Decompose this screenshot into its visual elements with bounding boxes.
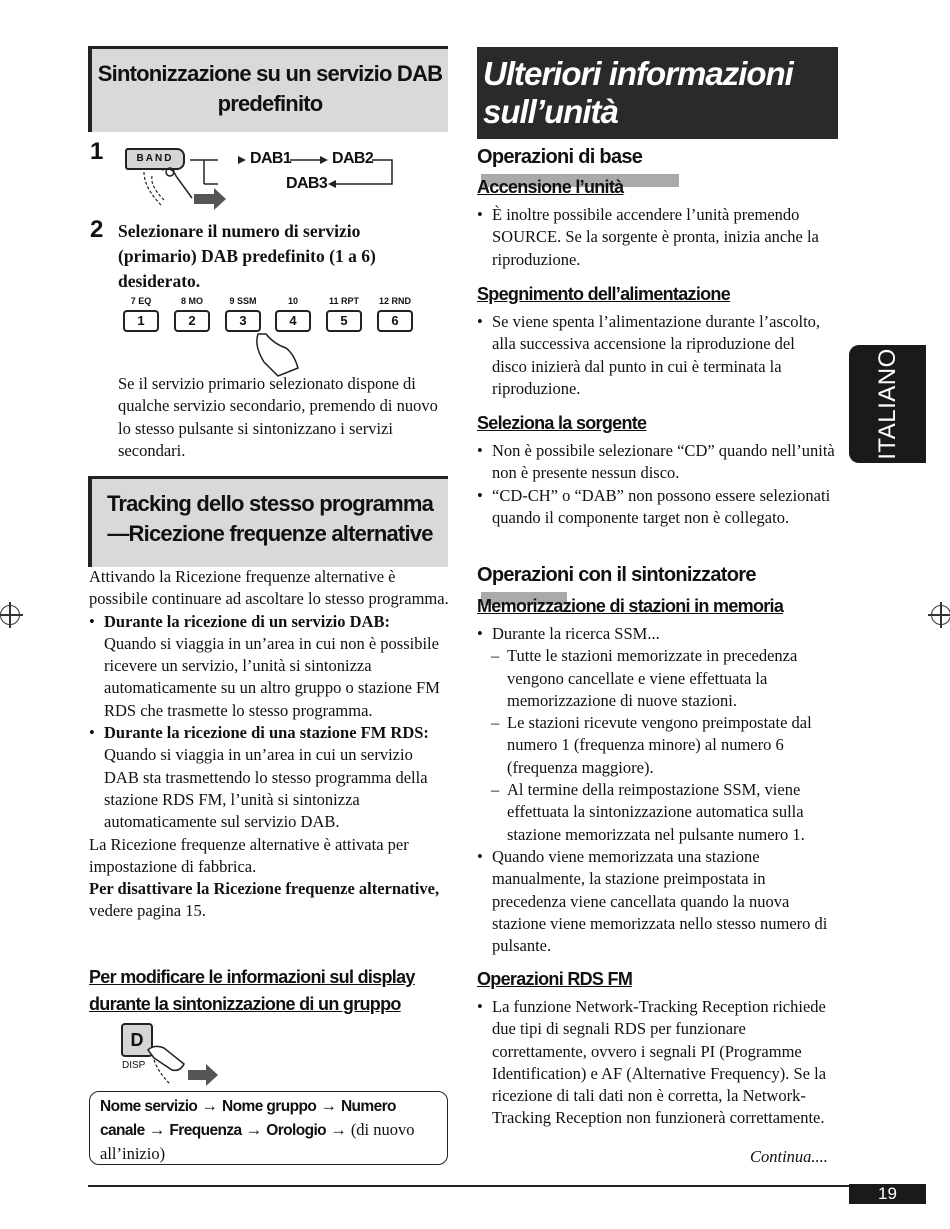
af-default: La Ricezione frequenze alternative è attivata per impostazione di fabbrica. (89, 834, 409, 876)
memory-body (477, 623, 841, 957)
disp-item-3: Numero canale (100, 1098, 396, 1139)
section-heading-af-line2: —Ricezione frequenze alternative (107, 521, 433, 546)
af-disable-text: vedere pagina 15. (89, 901, 206, 921)
dab3-label: DAB3 (286, 175, 328, 192)
disp-button-diagram (118, 1020, 228, 1088)
language-tab (849, 345, 926, 463)
source-bullet-1: • Non è possibile selezionare “CD” quando nell’unità non è presente nessun disco. (477, 440, 841, 485)
source-bullet-2: • “CD-CH” o “DAB” non possono essere selezionati quando il componente target non è collegato. (477, 485, 841, 530)
section-heading-af-line1: Tracking dello stesso programma (106, 491, 434, 516)
step-2-number: 2 (90, 216, 104, 243)
main-title (477, 47, 838, 139)
disp-item-2: Nome gruppo (222, 1098, 317, 1115)
preset-key-6[interactable]: 6 (377, 310, 413, 332)
main-title-line1: Ulteriori informazioni (483, 55, 793, 92)
source-heading: Seleziona la sorgente (477, 413, 647, 433)
section-heading-af (88, 476, 448, 567)
disp-item-5: Orologio (266, 1122, 327, 1139)
step-1-number: 1 (90, 138, 104, 165)
key-label-5: 11 RPT (328, 296, 359, 306)
af-bullet-rds (89, 722, 451, 833)
basic-ops-text: Operazioni di base (477, 146, 643, 168)
arrow-icon: → (245, 1120, 267, 1139)
band-label: BAND (136, 153, 174, 164)
page-number: 19 (849, 1184, 926, 1204)
power-off-body (477, 311, 827, 400)
memory-heading: Memorizzazione di stazioni in memoria (477, 596, 784, 616)
preset-key-5[interactable]: 5 (326, 310, 362, 332)
rds-heading: Operazioni RDS FM (477, 969, 633, 989)
af-bullet-rds-title: Durante la ricezione di una stazione FM RDS: (104, 723, 429, 743)
memory-bullet-manual: • Quando viene memorizzata una stazione manualmente, la stazione preimpostata in precedenza viene cancellata quando la nuova stazione viene memorizzata nello stesso numero di pulsante. (477, 846, 841, 957)
preset-key-1[interactable]: 1 (123, 310, 159, 332)
source-body (477, 440, 841, 529)
preset-key-4[interactable]: 4 (275, 310, 311, 332)
key-label-3: 9 SSM (229, 296, 257, 306)
arrow-icon: → (320, 1096, 341, 1115)
af-disable-bold: Per disattivare la Ricezione frequenze alternative, (89, 879, 440, 899)
af-bullet-dab-title: Durante la ricezione di un servizio DAB: (104, 611, 390, 631)
power-off-bullet: • Se viene spenta l’alimentazione durante l’ascolto, alla successiva accensione la riproduzione del disco inizierà dal punto in cui è terminata la riproduzione. (477, 311, 827, 400)
disp-back: (di nuovo all’inizio) (100, 1120, 415, 1163)
rds-bullet: • La funzione Network-Tracking Reception richiede due tipi di segnali RDS per funzionare correttamente, ovvero i segnali PI (Programme Identification) e AF (Alternative Frequency). Se la ricezione di tali dati non è corretta, la Network-Tracking Reception non funzionerà correttamente. (477, 996, 841, 1130)
preset-key-2[interactable]: 2 (174, 310, 210, 332)
power-on-heading: Accensione l’unità (477, 177, 624, 197)
display-heading-line1: Per modificare le informazioni sul display (89, 967, 415, 987)
display-heading-line2: durante la sintonizzazione di un gruppo (89, 994, 401, 1014)
power-off-heading: Spegnimento dell’alimentazione (477, 284, 731, 304)
section-heading-dab-preset (88, 46, 448, 132)
memory-dash-3: – Al termine della reimpostazione SSM, viene effettuata la sintonizzazione automatica sulla stazione memorizzata nel pulsante numero 1. (477, 779, 841, 846)
af-bullet-dab (89, 611, 451, 722)
continue-label: Continua.... (750, 1147, 828, 1166)
tuner-ops-text: Operazioni con il sintonizzatore (477, 564, 756, 586)
preset-keys (110, 294, 430, 384)
memory-bullet-ssm: • Durante la ricerca SSM... (477, 623, 841, 645)
dab1-label: DAB1 (250, 150, 292, 167)
display-cycle-text (100, 1094, 440, 1165)
registration-mark-left (0, 605, 20, 625)
step-2-text: Selezionare il numero di servizio (primario) DAB predefinito (1 a 6) desiderato. (118, 221, 376, 291)
arrow-icon: → (148, 1120, 170, 1139)
preset-key-3[interactable]: 3 (225, 310, 261, 332)
disp-key-label: DISP (122, 1060, 146, 1071)
key-label-2: 8 MO (180, 296, 203, 306)
key-label-1: 7 EQ (130, 296, 152, 306)
af-intro: Attivando la Ricezione frequenze alternative è possibile continuare ad ascoltare lo stesso programma. (89, 567, 449, 609)
language-tab-label: ITALIANO (873, 348, 901, 460)
af-body (89, 566, 451, 923)
key-label-4: 10 (287, 296, 298, 306)
dab2-label: DAB2 (332, 150, 374, 167)
band-button-diagram (122, 146, 402, 210)
section-heading-text: Sintonizzazione su un servizio DAB predefinito (97, 61, 443, 116)
footer-rule (88, 1185, 926, 1187)
disp-item-1: Nome servizio (100, 1098, 198, 1115)
registration-mark-right (931, 605, 950, 625)
display-heading (89, 964, 449, 1018)
af-bullet-rds-text: Quando si viaggia in un’area in cui un servizio DAB sta trasmettendo lo stesso programma della stazione RDS FM, l’unità si sintonizza automaticamente sul servizio DAB. (104, 745, 428, 832)
af-bullet-dab-text: Quando si viaggia in un’area in cui non è possibile ricevere un servizio, l’unità si sintonizza automaticamente su un altro gruppo o stazione FM RDS che trasmette lo stesso programma. (104, 633, 440, 720)
rds-body (477, 996, 841, 1130)
finger-press-icon (118, 1020, 228, 1088)
step-2-instruction (118, 219, 438, 294)
step-2-note-text: Se il servizio primario selezionato dispone di qualche servizio secondario, premendo di nuovo lo stesso pulsante si sintonizzano i servizi secondari. (118, 374, 438, 460)
main-title-line2: sull’unità (483, 93, 618, 130)
memory-dash-2: – Le stazioni ricevute vengono preimpostate dal numero 1 (frequenza minore) al numero 6 (frequenza maggiore). (477, 712, 841, 779)
af-disable (89, 878, 451, 923)
memory-dash-1: – Tutte le stazioni memorizzate in precedenza vengono cancellate e viene effettuata la memorizzazione di nuove stazioni. (477, 645, 841, 712)
disp-item-4: Frequenza (169, 1122, 242, 1139)
disp-key-letter: D (130, 1030, 144, 1050)
power-on-body (477, 204, 841, 271)
arrow-icon: → (201, 1096, 223, 1115)
step-2-note (118, 373, 446, 462)
power-on-bullet: • È inoltre possibile accendere l’unità premendo SOURCE. Se la sorgente è pronta, inizia anche la riproduzione. (477, 204, 841, 271)
arrow-icon: → (330, 1120, 351, 1139)
key-label-6: 12 RND (378, 296, 411, 306)
